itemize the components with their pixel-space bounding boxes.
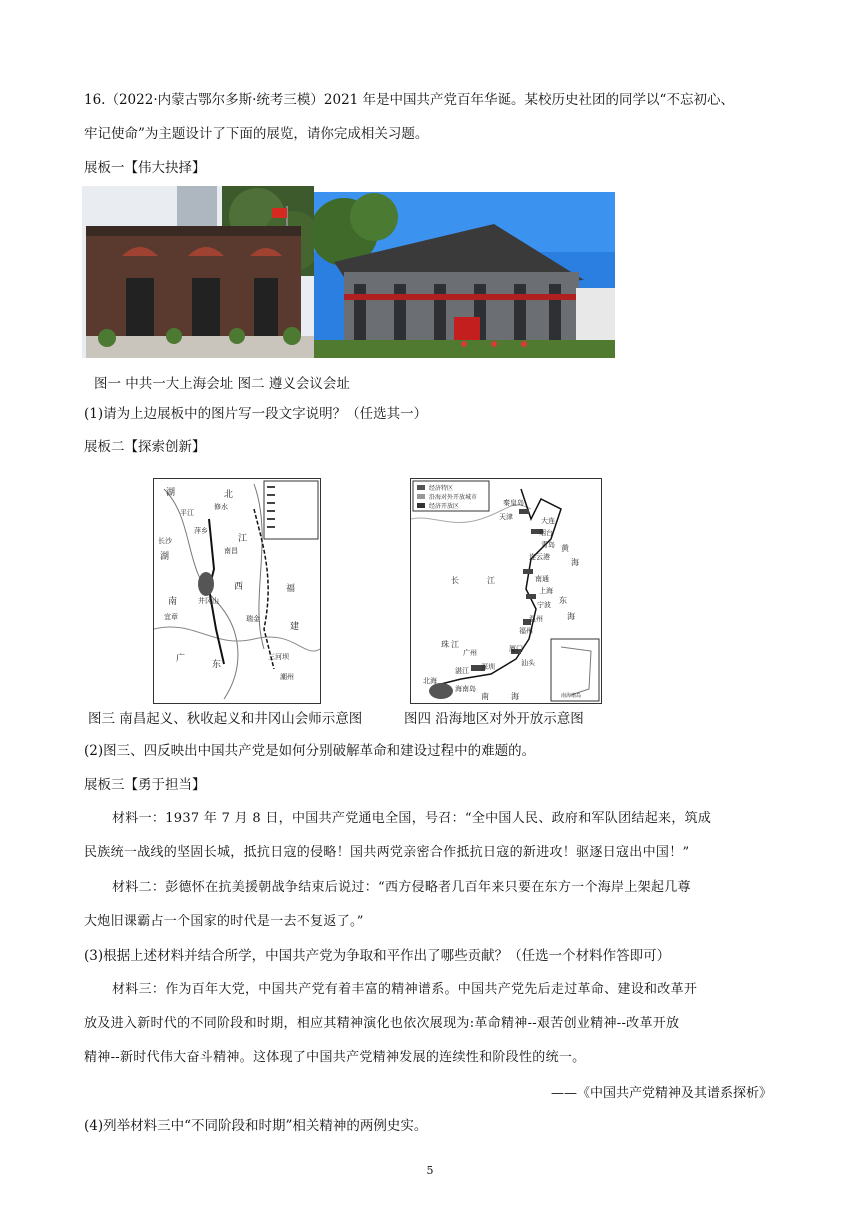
- map4-river: 江: [451, 640, 459, 649]
- map4-legend: 沿海对外开放城市: [429, 494, 478, 501]
- map3-label: 福: [286, 584, 296, 594]
- map4-river: 江: [487, 576, 495, 585]
- map-nanchang-uprising: [153, 478, 321, 704]
- material3-source: ——《中国共产党精神及其谱系探析》: [550, 1086, 772, 1101]
- map4-city: 福州: [519, 627, 533, 635]
- board3-title: 展板三【勇于担当】: [84, 777, 206, 793]
- map3-city: 宜章: [164, 613, 178, 621]
- map4-city: 广州: [463, 649, 477, 657]
- material2-line1: 材料二：彭德怀在抗美援朝战争结束后说过：“西方侵略者几百年来只要在东方一个海岸上架起几尊: [112, 880, 691, 895]
- map3-city: 修水: [214, 503, 228, 511]
- map4-caption: 图四 沿海地区对外开放示意图: [404, 711, 584, 727]
- material2-line2: 大炮旧课霸占一个国家的时代是一去不复返了。”: [84, 914, 364, 929]
- map4-city: 秦皇岛: [503, 499, 524, 507]
- map3-label: 西: [234, 582, 244, 592]
- material3-line2: 放及进入新时代的不同阶段和时期，相应其精神演化也依次展现为:革命精神--艰苦创业精神--改革开放: [84, 1016, 680, 1031]
- material3-line3: 精神--新时代伟大奋斗精神。这体现了中国共产党精神发展的连续性和阶段性的统一。: [84, 1050, 586, 1065]
- map4-city: 大连: [541, 517, 555, 525]
- map3-city: 长沙: [158, 537, 172, 545]
- map3-label: 南: [168, 597, 178, 607]
- map3-city: 三河坝: [268, 653, 289, 661]
- map4-city: 上海: [539, 587, 553, 595]
- map3-city: 井冈山: [198, 597, 219, 605]
- question-1: (1)请为上边展板中的图片写一段文字说明？（任选其一）: [84, 406, 428, 422]
- question-2: (2)图三、四反映出中国共产党是如何分别破解革命和建设过程中的难题的。: [84, 743, 536, 759]
- map4-sea: 东: [559, 596, 567, 605]
- material3-line1: 材料三：作为百年大党，中国共产党有着丰富的精神谱系。中国共产党先后走过革命、建设和改革开: [112, 982, 698, 997]
- map4-city: 北海: [423, 677, 437, 685]
- map4-river: 长: [451, 576, 459, 585]
- page-number: 5: [426, 1164, 434, 1177]
- map4-city: 南通: [535, 575, 549, 583]
- question-stem-line2: 牢记使命”为主题设计了下面的展览，请你完成相关习题。: [84, 126, 429, 142]
- map4-city: 深圳: [481, 663, 495, 671]
- map3-caption: 图三 南昌起义、秋收起义和井冈山会师示意图: [88, 711, 363, 727]
- question-stem-line1: 16.（2022·内蒙古鄂尔多斯·统考三模）2021 年是中国共产党百年华诞。某校历史社团的同学以“不忘初心、: [84, 92, 734, 108]
- photo-shanghai-site: [82, 186, 314, 358]
- map4-sea: 海: [567, 612, 575, 621]
- map4-legend: 经济开放区: [429, 503, 460, 510]
- map4-sea: 海: [571, 558, 579, 567]
- map4-city: 宁波: [537, 601, 551, 609]
- map4-inset-label: 南海诸岛: [561, 693, 582, 699]
- map3-city: 南昌: [224, 547, 238, 555]
- map3-label: 湖: [166, 488, 176, 498]
- material1-line2: 民族统一战线的坚固长城，抵抗日寇的侵略！国共两党亲密合作抵抗日寇的新进攻！驱逐日寇出中国！”: [84, 845, 690, 860]
- map3-label: 广: [176, 654, 186, 664]
- map4-city: 海南岛: [455, 685, 476, 693]
- map4-city: 湛江: [455, 667, 469, 675]
- map4-river: 珠: [441, 640, 449, 649]
- map4-city: 青岛: [541, 541, 555, 549]
- map3-label: 北: [224, 490, 234, 500]
- map3-city: 萍乡: [194, 527, 208, 535]
- map4-city: 厦门: [509, 645, 523, 653]
- map3-city: 平江: [180, 509, 194, 517]
- map4-city: 天津: [499, 513, 513, 521]
- material1-line1: 材料一：1937 年 7 月 8 日，中国共产党通电全国，号召：“全中国人民、政府和军队团结起来，筑成: [112, 811, 712, 826]
- map4-sea: 南: [481, 692, 489, 701]
- map4-legend: 经济特区: [429, 485, 454, 492]
- map3-label: 建: [290, 622, 300, 632]
- photo-zunyi-site: [314, 192, 615, 358]
- map3-label: 东: [212, 660, 222, 670]
- map-coastal-opening: [410, 478, 602, 704]
- map4-city: 烟台: [539, 529, 553, 537]
- map3-city: 潮州: [280, 673, 294, 681]
- board1-title: 展板一【伟大抉择】: [84, 160, 206, 176]
- board1-caption: 图一 中共一大上海会址 图二 遵义会议会址: [94, 376, 350, 392]
- map4-city: 连云港: [529, 553, 550, 561]
- map4-city: 温州: [529, 615, 543, 623]
- question-4: (4)列举材料三中“不同阶段和时期”相关精神的两例史实。: [84, 1118, 428, 1134]
- question-3: (3)根据上述材料并结合所学，中国共产党为争取和平作出了哪些贡献？（任选一个材料作答即可）: [84, 948, 671, 964]
- map3-label: 江: [238, 534, 248, 544]
- map4-sea: 海: [511, 692, 519, 701]
- map4-sea: 黄: [561, 544, 569, 553]
- map3-label: 湖: [160, 552, 170, 562]
- map3-city: 瑞金: [246, 615, 260, 623]
- board2-title: 展板二【探索创新】: [84, 439, 206, 455]
- map4-city: 汕头: [521, 659, 535, 667]
